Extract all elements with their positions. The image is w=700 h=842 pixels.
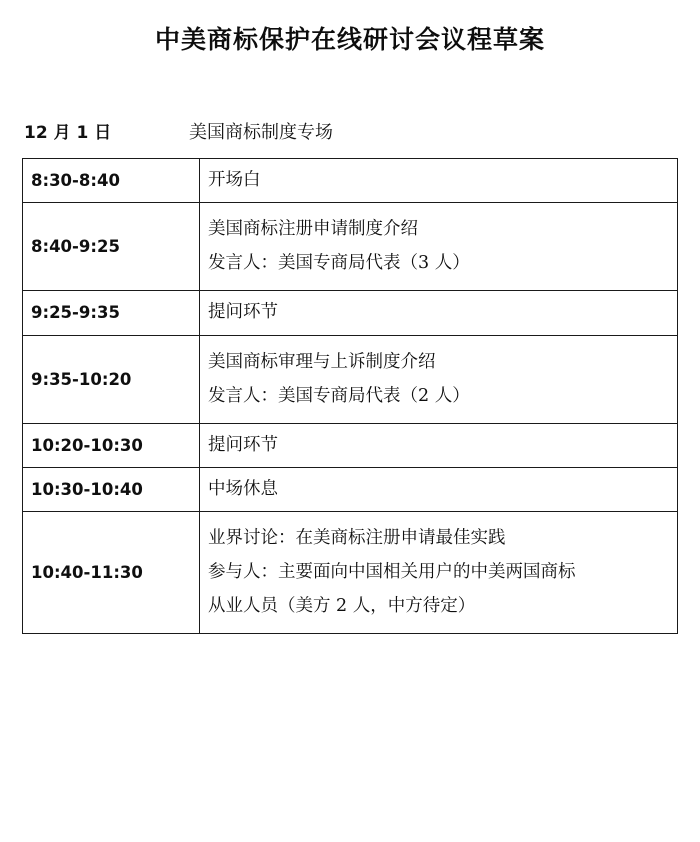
row-description-line: 开场白 — [208, 170, 261, 190]
row-description — [200, 203, 678, 291]
row-description — [200, 423, 678, 467]
row-description-line: 发言人：美国专商局代表（2 人） — [208, 385, 470, 406]
row-description-line: 从业人员（美方 2 人，中方待定） — [208, 596, 476, 617]
row-description — [200, 467, 678, 511]
row-time: 10:30-10:40 — [23, 467, 200, 511]
row-description-line: 提问环节 — [208, 302, 278, 323]
agenda-table-body — [23, 159, 678, 634]
table-row — [23, 423, 678, 467]
row-description-line: 美国商标审理与上诉制度介绍 — [208, 351, 436, 372]
page-title: 中美商标保护在线研讨会议程草案 — [154, 25, 545, 54]
table-row — [23, 512, 678, 634]
session-name: 美国商标制度专场 — [189, 122, 333, 143]
table-row — [23, 159, 678, 203]
row-time: 10:20-10:30 — [23, 423, 200, 467]
row-description-line: 中场休息 — [208, 478, 278, 499]
row-description-line: 提问环节 — [208, 434, 278, 455]
table-row — [23, 467, 678, 511]
session-header — [22, 118, 678, 144]
table-row — [23, 335, 678, 423]
row-time: 9:35-10:20 — [23, 335, 200, 423]
row-description — [200, 512, 678, 634]
row-description — [200, 159, 678, 203]
table-row — [23, 203, 678, 291]
row-description-line: 业界讨论：在美商标注册申请最佳实践 — [208, 528, 506, 548]
row-time: 10:40-11:30 — [23, 512, 200, 634]
row-description — [200, 291, 678, 335]
row-time: 8:40-9:25 — [23, 203, 200, 291]
agenda-table — [22, 158, 678, 634]
row-description-line: 参与人：主要面向中国相关用户的中美两国商标 — [208, 562, 576, 583]
document-page — [0, 20, 700, 842]
session-date: 12 月 1 日 — [24, 123, 112, 143]
row-time: 9:25-9:35 — [23, 291, 200, 335]
row-description — [200, 335, 678, 423]
table-row — [23, 291, 678, 335]
row-description-line: 发言人：美国专商局代表（3 人） — [208, 253, 470, 274]
row-description-line: 美国商标注册申请制度介绍 — [208, 219, 418, 240]
row-time: 8:30-8:40 — [23, 159, 200, 203]
